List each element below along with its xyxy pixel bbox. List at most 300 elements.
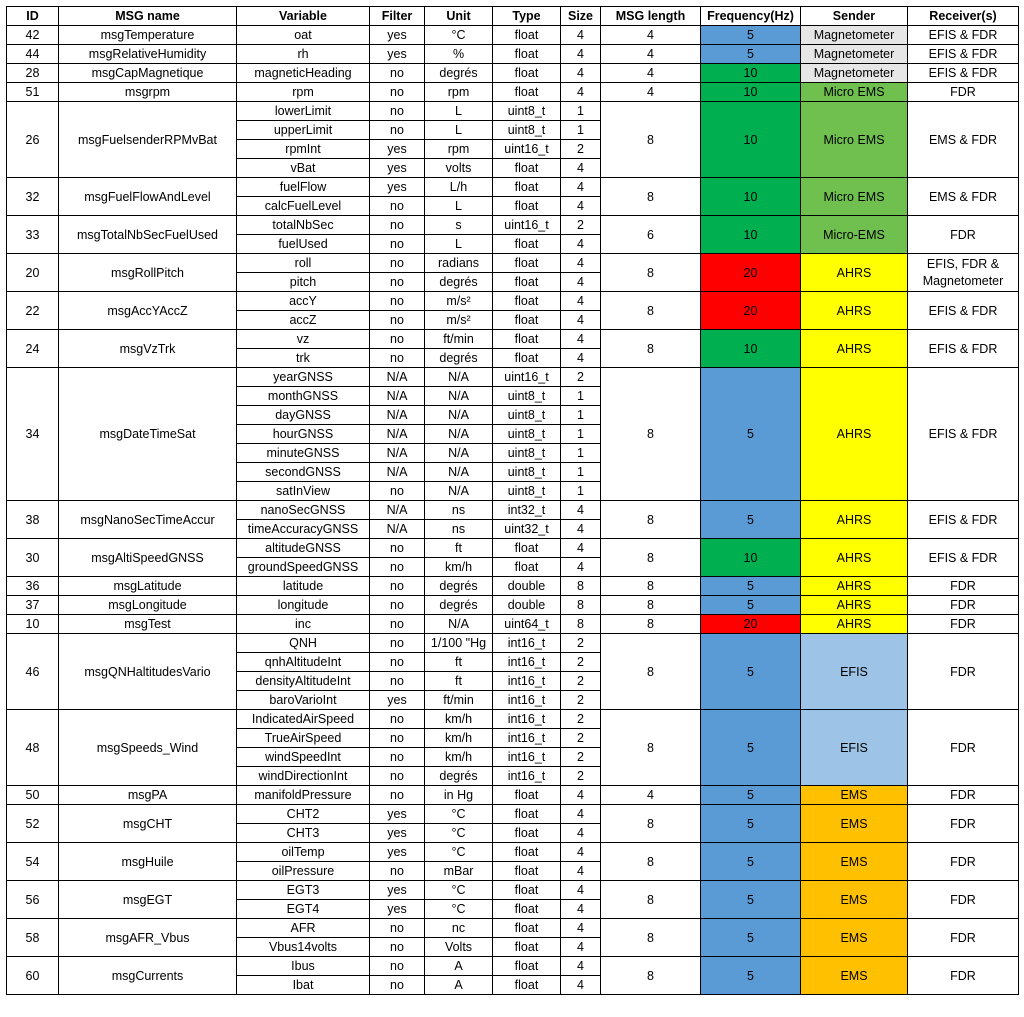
variable-cell: secondGNSS (237, 463, 370, 482)
msg-length-cell: 4 (601, 786, 701, 805)
msg-id-cell: 44 (7, 45, 59, 64)
receiver-cell: FDR (908, 710, 1019, 786)
table-row (7, 881, 1019, 900)
receiver-cell: EFIS & FDR (908, 330, 1019, 368)
frequency-cell: 5 (701, 881, 801, 919)
unit-cell: A (425, 976, 493, 995)
msg-length-cell: 8 (601, 805, 701, 843)
frequency-cell: 10 (701, 178, 801, 216)
msg-length-cell: 8 (601, 254, 701, 292)
can-message-table (6, 6, 1019, 995)
variable-cell: minuteGNSS (237, 444, 370, 463)
variable-cell: qnhAltitudeInt (237, 653, 370, 672)
filter-cell: no (370, 235, 425, 254)
receiver-cell: FDR (908, 843, 1019, 881)
size-cell: 2 (561, 767, 601, 786)
msg-id-cell: 26 (7, 102, 59, 178)
type-cell: int16_t (493, 767, 561, 786)
filter-cell: yes (370, 805, 425, 824)
unit-cell: volts (425, 159, 493, 178)
msg-id-cell: 60 (7, 957, 59, 995)
table-row (7, 577, 1019, 596)
msg-id-cell: 24 (7, 330, 59, 368)
sender-cell: Magnetometer (801, 45, 908, 64)
filter-cell: no (370, 862, 425, 881)
size-cell: 1 (561, 387, 601, 406)
size-cell: 1 (561, 406, 601, 425)
filter-cell: no (370, 273, 425, 292)
sender-cell: EMS (801, 805, 908, 843)
msg-id-cell: 56 (7, 881, 59, 919)
size-cell: 1 (561, 102, 601, 121)
size-cell: 2 (561, 729, 601, 748)
variable-cell: monthGNSS (237, 387, 370, 406)
frequency-cell: 10 (701, 539, 801, 577)
msg-name-cell: msgHuile (59, 843, 237, 881)
receiver-cell: EFIS & FDR (908, 368, 1019, 501)
unit-cell: A (425, 957, 493, 976)
header-msg-length: MSG length (601, 7, 701, 26)
unit-cell: ft (425, 653, 493, 672)
filter-cell: no (370, 596, 425, 615)
msg-length-cell: 8 (601, 330, 701, 368)
unit-cell: km/h (425, 748, 493, 767)
size-cell: 4 (561, 45, 601, 64)
size-cell: 4 (561, 843, 601, 862)
frequency-cell: 5 (701, 596, 801, 615)
msg-length-cell: 8 (601, 368, 701, 501)
unit-cell: nc (425, 919, 493, 938)
msg-name-cell: msgFuelFlowAndLevel (59, 178, 237, 216)
variable-cell: inc (237, 615, 370, 634)
receiver-cell: EMS & FDR (908, 178, 1019, 216)
table-row (7, 83, 1019, 102)
type-cell: float (493, 292, 561, 311)
msg-name-cell: msgEGT (59, 881, 237, 919)
size-cell: 2 (561, 672, 601, 691)
receiver-cell: FDR (908, 957, 1019, 995)
receiver-cell: FDR (908, 615, 1019, 634)
sender-cell: EMS (801, 957, 908, 995)
frequency-cell: 5 (701, 368, 801, 501)
type-cell: float (493, 786, 561, 805)
header-filter: Filter (370, 7, 425, 26)
msg-length-cell: 8 (601, 539, 701, 577)
filter-cell: yes (370, 140, 425, 159)
unit-cell: m/s² (425, 311, 493, 330)
variable-cell: QNH (237, 634, 370, 653)
variable-cell: fuelUsed (237, 235, 370, 254)
table-row (7, 634, 1019, 653)
type-cell: float (493, 64, 561, 83)
msg-name-cell: msgCurrents (59, 957, 237, 995)
filter-cell: N/A (370, 368, 425, 387)
table-row (7, 102, 1019, 121)
variable-cell: magneticHeading (237, 64, 370, 83)
frequency-cell: 5 (701, 577, 801, 596)
type-cell: float (493, 45, 561, 64)
msg-name-cell: msgPA (59, 786, 237, 805)
frequency-cell: 10 (701, 330, 801, 368)
variable-cell: upperLimit (237, 121, 370, 140)
unit-cell: N/A (425, 463, 493, 482)
msg-name-cell: msgLatitude (59, 577, 237, 596)
msg-name-cell: msgCHT (59, 805, 237, 843)
filter-cell: yes (370, 843, 425, 862)
variable-cell: latitude (237, 577, 370, 596)
type-cell: float (493, 938, 561, 957)
variable-cell: densityAltitudeInt (237, 672, 370, 691)
sender-cell: Magnetometer (801, 64, 908, 83)
msg-name-cell: msgTest (59, 615, 237, 634)
size-cell: 1 (561, 463, 601, 482)
variable-cell: fuelFlow (237, 178, 370, 197)
table-row (7, 710, 1019, 729)
size-cell: 4 (561, 786, 601, 805)
msg-name-cell: msgrpm (59, 83, 237, 102)
size-cell: 2 (561, 140, 601, 159)
variable-cell: dayGNSS (237, 406, 370, 425)
filter-cell: no (370, 482, 425, 501)
frequency-cell: 20 (701, 292, 801, 330)
frequency-cell: 10 (701, 83, 801, 102)
table-header-row (7, 7, 1019, 26)
size-cell: 4 (561, 938, 601, 957)
unit-cell: °C (425, 26, 493, 45)
type-cell: uint32_t (493, 520, 561, 539)
size-cell: 2 (561, 691, 601, 710)
receiver-cell: FDR (908, 577, 1019, 596)
filter-cell: no (370, 558, 425, 577)
msg-name-cell: msgAltiSpeedGNSS (59, 539, 237, 577)
size-cell: 4 (561, 558, 601, 577)
size-cell: 4 (561, 900, 601, 919)
variable-cell: longitude (237, 596, 370, 615)
msg-length-cell: 8 (601, 577, 701, 596)
unit-cell: °C (425, 824, 493, 843)
unit-cell: L (425, 235, 493, 254)
type-cell: float (493, 178, 561, 197)
filter-cell: no (370, 748, 425, 767)
type-cell: float (493, 919, 561, 938)
type-cell: float (493, 197, 561, 216)
sender-cell: AHRS (801, 615, 908, 634)
type-cell: float (493, 957, 561, 976)
type-cell: float (493, 254, 561, 273)
size-cell: 1 (561, 482, 601, 501)
frequency-cell: 20 (701, 615, 801, 634)
variable-cell: oat (237, 26, 370, 45)
sender-cell: AHRS (801, 539, 908, 577)
size-cell: 4 (561, 330, 601, 349)
type-cell: float (493, 159, 561, 178)
msg-name-cell: msgNanoSecTimeAccur (59, 501, 237, 539)
sender-cell: EFIS (801, 634, 908, 710)
size-cell: 4 (561, 976, 601, 995)
variable-cell: totalNbSec (237, 216, 370, 235)
size-cell: 1 (561, 425, 601, 444)
msg-id-cell: 58 (7, 919, 59, 957)
variable-cell: oilTemp (237, 843, 370, 862)
unit-cell: degrés (425, 273, 493, 292)
unit-cell: rpm (425, 83, 493, 102)
size-cell: 4 (561, 235, 601, 254)
filter-cell: no (370, 83, 425, 102)
unit-cell: ns (425, 520, 493, 539)
type-cell: float (493, 273, 561, 292)
type-cell: uint8_t (493, 387, 561, 406)
filter-cell: yes (370, 900, 425, 919)
variable-cell: accZ (237, 311, 370, 330)
variable-cell: yearGNSS (237, 368, 370, 387)
filter-cell: yes (370, 691, 425, 710)
table-body (7, 26, 1019, 995)
unit-cell: 1/100 "Hg (425, 634, 493, 653)
type-cell: float (493, 881, 561, 900)
filter-cell: no (370, 330, 425, 349)
size-cell: 4 (561, 862, 601, 881)
variable-cell: hourGNSS (237, 425, 370, 444)
filter-cell: no (370, 938, 425, 957)
variable-cell: rh (237, 45, 370, 64)
size-cell: 4 (561, 254, 601, 273)
filter-cell: no (370, 64, 425, 83)
type-cell: float (493, 311, 561, 330)
table-row (7, 368, 1019, 387)
unit-cell: °C (425, 805, 493, 824)
sender-cell: EMS (801, 786, 908, 805)
sender-cell: AHRS (801, 577, 908, 596)
filter-cell: N/A (370, 444, 425, 463)
unit-cell: ft (425, 539, 493, 558)
size-cell: 8 (561, 596, 601, 615)
unit-cell: ft/min (425, 691, 493, 710)
header-receivers: Receiver(s) (908, 7, 1019, 26)
msg-length-cell: 8 (601, 501, 701, 539)
sender-cell: AHRS (801, 368, 908, 501)
variable-cell: rpm (237, 83, 370, 102)
table-row (7, 330, 1019, 349)
msg-id-cell: 50 (7, 786, 59, 805)
msg-length-cell: 4 (601, 26, 701, 45)
filter-cell: N/A (370, 520, 425, 539)
filter-cell: no (370, 729, 425, 748)
frequency-cell: 5 (701, 919, 801, 957)
msg-name-cell: msgDateTimeSat (59, 368, 237, 501)
unit-cell: °C (425, 881, 493, 900)
sender-cell: EFIS (801, 710, 908, 786)
size-cell: 4 (561, 919, 601, 938)
filter-cell: no (370, 786, 425, 805)
msg-id-cell: 48 (7, 710, 59, 786)
type-cell: float (493, 976, 561, 995)
receiver-cell: EMS & FDR (908, 102, 1019, 178)
msg-length-cell: 6 (601, 216, 701, 254)
type-cell: float (493, 862, 561, 881)
size-cell: 2 (561, 653, 601, 672)
filter-cell: yes (370, 881, 425, 900)
size-cell: 4 (561, 197, 601, 216)
unit-cell: N/A (425, 444, 493, 463)
filter-cell: yes (370, 159, 425, 178)
type-cell: double (493, 596, 561, 615)
variable-cell: timeAccuracyGNSS (237, 520, 370, 539)
type-cell: float (493, 349, 561, 368)
table-row (7, 957, 1019, 976)
variable-cell: Vbus14volts (237, 938, 370, 957)
unit-cell: L (425, 197, 493, 216)
size-cell: 4 (561, 957, 601, 976)
table-row (7, 178, 1019, 197)
filter-cell: no (370, 653, 425, 672)
unit-cell: °C (425, 900, 493, 919)
type-cell: float (493, 330, 561, 349)
msg-name-cell: msgSpeeds_Wind (59, 710, 237, 786)
receiver-cell: FDR (908, 805, 1019, 843)
msg-id-cell: 46 (7, 634, 59, 710)
type-cell: int16_t (493, 691, 561, 710)
receiver-cell: EFIS & FDR (908, 292, 1019, 330)
variable-cell: baroVarioInt (237, 691, 370, 710)
msg-length-cell: 4 (601, 45, 701, 64)
size-cell: 4 (561, 501, 601, 520)
frequency-cell: 10 (701, 64, 801, 83)
msg-id-cell: 20 (7, 254, 59, 292)
frequency-cell: 5 (701, 26, 801, 45)
variable-cell: Ibat (237, 976, 370, 995)
unit-cell: km/h (425, 558, 493, 577)
filter-cell: no (370, 634, 425, 653)
type-cell: int16_t (493, 634, 561, 653)
variable-cell: roll (237, 254, 370, 273)
size-cell: 4 (561, 311, 601, 330)
msg-id-cell: 37 (7, 596, 59, 615)
frequency-cell: 5 (701, 710, 801, 786)
variable-cell: EGT4 (237, 900, 370, 919)
receiver-cell: FDR (908, 216, 1019, 254)
size-cell: 4 (561, 292, 601, 311)
unit-cell: degrés (425, 64, 493, 83)
filter-cell: no (370, 197, 425, 216)
msg-length-cell: 8 (601, 596, 701, 615)
msg-id-cell: 54 (7, 843, 59, 881)
filter-cell: N/A (370, 463, 425, 482)
unit-cell: km/h (425, 729, 493, 748)
unit-cell: radians (425, 254, 493, 273)
msg-length-cell: 8 (601, 881, 701, 919)
type-cell: float (493, 539, 561, 558)
type-cell: uint64_t (493, 615, 561, 634)
filter-cell: N/A (370, 425, 425, 444)
type-cell: float (493, 235, 561, 254)
table-row (7, 26, 1019, 45)
filter-cell: no (370, 919, 425, 938)
variable-cell: windSpeedInt (237, 748, 370, 767)
msg-length-cell: 8 (601, 634, 701, 710)
unit-cell: N/A (425, 387, 493, 406)
msg-id-cell: 30 (7, 539, 59, 577)
variable-cell: accY (237, 292, 370, 311)
table-row (7, 292, 1019, 311)
variable-cell: windDirectionInt (237, 767, 370, 786)
type-cell: uint8_t (493, 425, 561, 444)
unit-cell: N/A (425, 425, 493, 444)
filter-cell: N/A (370, 501, 425, 520)
msg-length-cell: 8 (601, 710, 701, 786)
filter-cell: yes (370, 178, 425, 197)
type-cell: int32_t (493, 501, 561, 520)
msg-length-cell: 8 (601, 102, 701, 178)
msg-length-cell: 4 (601, 83, 701, 102)
size-cell: 8 (561, 615, 601, 634)
variable-cell: lowerLimit (237, 102, 370, 121)
filter-cell: no (370, 539, 425, 558)
type-cell: uint8_t (493, 102, 561, 121)
msg-id-cell: 52 (7, 805, 59, 843)
sender-cell: AHRS (801, 254, 908, 292)
sender-cell: Micro EMS (801, 83, 908, 102)
size-cell: 4 (561, 64, 601, 83)
msg-name-cell: msgRelativeHumidity (59, 45, 237, 64)
msg-id-cell: 32 (7, 178, 59, 216)
unit-cell: degrés (425, 767, 493, 786)
table-row (7, 843, 1019, 862)
variable-cell: vBat (237, 159, 370, 178)
header-msg-name: MSG name (59, 7, 237, 26)
type-cell: int16_t (493, 653, 561, 672)
header-sender: Sender (801, 7, 908, 26)
unit-cell: L (425, 102, 493, 121)
sender-cell: AHRS (801, 330, 908, 368)
header-type: Type (493, 7, 561, 26)
receiver-cell: FDR (908, 83, 1019, 102)
unit-cell: N/A (425, 482, 493, 501)
header-id: ID (7, 7, 59, 26)
unit-cell: mBar (425, 862, 493, 881)
unit-cell: °C (425, 843, 493, 862)
unit-cell: % (425, 45, 493, 64)
unit-cell: m/s² (425, 292, 493, 311)
unit-cell: s (425, 216, 493, 235)
table-row (7, 786, 1019, 805)
unit-cell: ft/min (425, 330, 493, 349)
type-cell: int16_t (493, 672, 561, 691)
msg-length-cell: 8 (601, 843, 701, 881)
frequency-cell: 5 (701, 501, 801, 539)
table-row (7, 45, 1019, 64)
table-row (7, 539, 1019, 558)
sender-cell: EMS (801, 919, 908, 957)
receiver-cell: EFIS, FDR & Magnetometer (908, 254, 1019, 292)
variable-cell: nanoSecGNSS (237, 501, 370, 520)
table-row (7, 254, 1019, 273)
table-row (7, 501, 1019, 520)
size-cell: 4 (561, 349, 601, 368)
frequency-cell: 5 (701, 957, 801, 995)
size-cell: 4 (561, 26, 601, 45)
unit-cell: in Hg (425, 786, 493, 805)
unit-cell: L (425, 121, 493, 140)
filter-cell: no (370, 767, 425, 786)
size-cell: 2 (561, 634, 601, 653)
size-cell: 1 (561, 444, 601, 463)
frequency-cell: 10 (701, 216, 801, 254)
size-cell: 4 (561, 805, 601, 824)
variable-cell: CHT2 (237, 805, 370, 824)
msg-name-cell: msgLongitude (59, 596, 237, 615)
type-cell: double (493, 577, 561, 596)
variable-cell: pitch (237, 273, 370, 292)
